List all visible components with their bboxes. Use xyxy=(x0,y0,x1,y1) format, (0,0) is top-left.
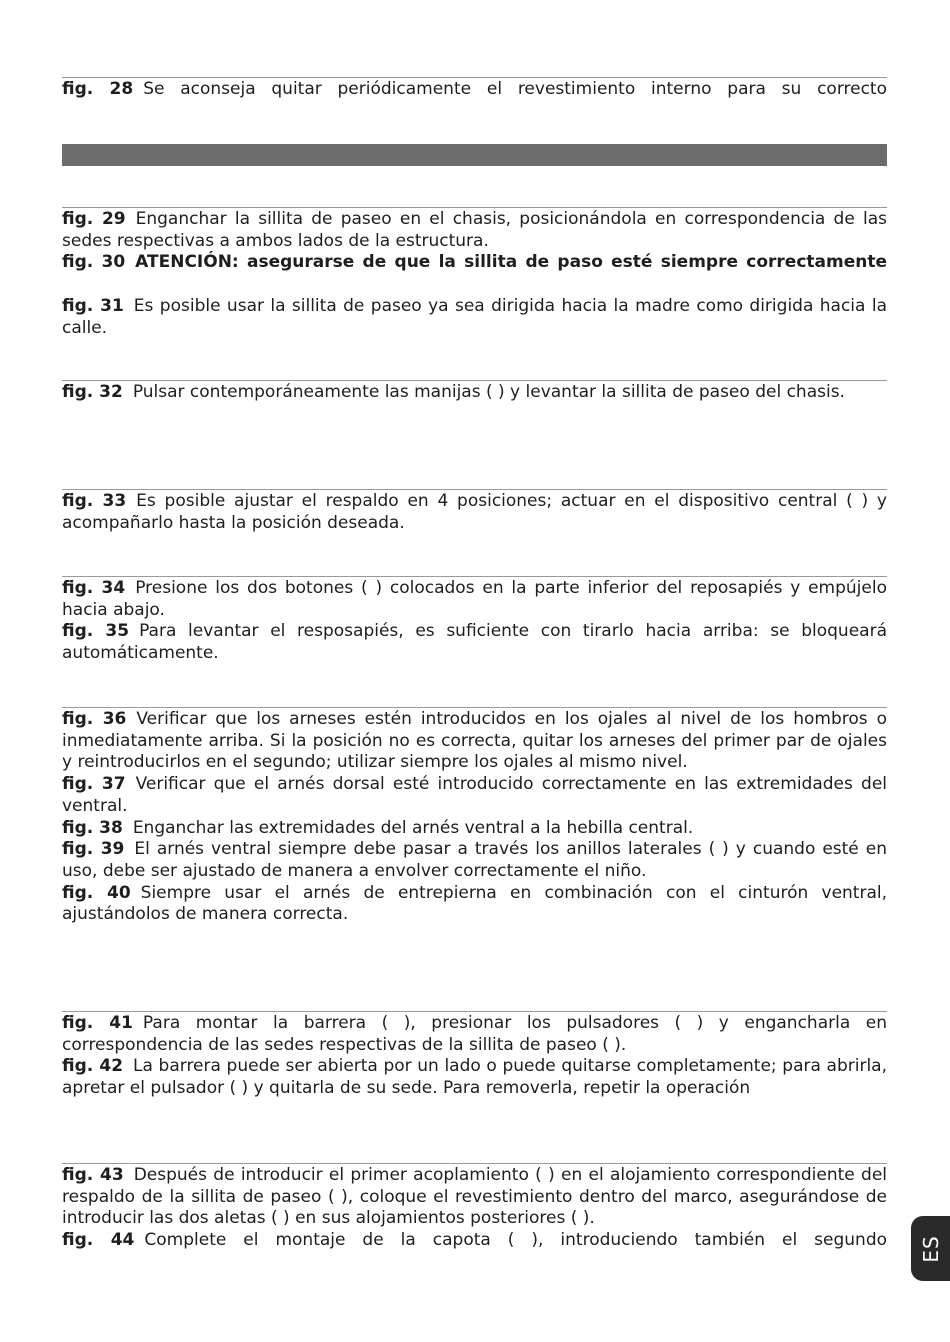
instruction-text: Verificar que el arnés dorsal esté introducido correctamente en las extremidades del ventral. xyxy=(62,774,887,816)
instruction-text: Enganchar la sillita de paseo en el chasis, posicionándola en correspondencia de las sedes respectivas a ambos lados de la estructura. xyxy=(62,209,888,251)
instruction-paragraph xyxy=(62,296,887,339)
figure-ref: fig. 38 xyxy=(62,817,123,838)
warning-paragraph xyxy=(62,252,887,274)
figure-ref: fig. 43 xyxy=(62,1165,124,1185)
instruction-text: Verificar que los arneses estén introducidos en los ojales al nivel de los hombros o inmediatamente arriba. Si la posición no es correcta, quitar los arneses del primer par de ojales y reintroducirlos en el segundo; utilizar siempre los ojales al mismo nivel. xyxy=(62,709,887,773)
warning-text: ATENCIÓN: asegurarse de que la sillita de paso esté siempre correctamente xyxy=(135,252,887,273)
figure-ref: fig. 44 xyxy=(62,1230,135,1251)
instruction-paragraph xyxy=(62,1165,887,1230)
figure-ref: fig. 34 xyxy=(62,578,126,598)
figure-ref: fig. 33 xyxy=(62,491,127,511)
section-divider xyxy=(62,489,887,490)
language-tab xyxy=(911,1216,950,1281)
section-divider xyxy=(62,380,887,381)
section-divider xyxy=(62,707,887,708)
instruction-text: Presione los dos botones ( ) colocados en la parte inferior del reposapiés y empújelo hacia abajo. xyxy=(62,578,887,620)
instruction-paragraph xyxy=(62,209,887,252)
section-divider xyxy=(62,1163,887,1164)
figure-ref: fig. 37 xyxy=(62,774,126,795)
instruction-paragraph xyxy=(62,774,887,817)
instruction-paragraph xyxy=(62,491,887,534)
top-divider xyxy=(62,77,887,78)
instruction-text: Enganchar las extremidades del arnés ventral a la hebilla central. xyxy=(132,817,694,838)
instruction-paragraph xyxy=(62,839,887,882)
instruction-text: Se aconseja quitar periódicamente el revestimiento interno para su correcto xyxy=(143,79,888,99)
section-block xyxy=(62,578,887,665)
figure-ref: fig. 41 xyxy=(62,1013,133,1033)
language-tab-label: ES xyxy=(918,1234,943,1263)
figure-ref: fig. 29 xyxy=(62,209,126,229)
section-block xyxy=(62,209,887,339)
instruction-paragraph xyxy=(62,883,887,926)
section-block xyxy=(62,709,887,926)
section-divider xyxy=(62,207,887,208)
instruction-paragraph xyxy=(62,1056,887,1099)
section-block xyxy=(62,382,887,404)
instruction-text: La barrera puede ser abierta por un lado o puede quitarse completamente; para abrirla, apretar el pulsador ( ) y quitarla de su sede. Para removerla, repetir la operación xyxy=(62,1056,887,1099)
instruction-text: Es posible usar la sillita de paseo ya sea dirigida hacia la madre como dirigida hacia la calle. xyxy=(62,295,887,338)
instruction-paragraph xyxy=(62,578,887,621)
figure-ref: fig. 35 xyxy=(62,621,130,642)
section-block xyxy=(62,1013,887,1100)
figure-ref: fig. 30 xyxy=(62,252,126,273)
section-block xyxy=(62,1165,887,1252)
section-divider xyxy=(62,1011,887,1012)
figure-ref: fig. 36 xyxy=(62,709,127,729)
instruction-paragraph xyxy=(62,1013,887,1056)
instruction-paragraph xyxy=(62,621,887,664)
figure-ref: fig. 42 xyxy=(62,1056,124,1077)
instruction-text: Después de introducir el primer acoplamiento ( ) en el alojamiento correspondiente del respaldo de la sillita de paseo ( ), coloque el revestimiento dentro del marco, asegurándose de introducir las dos aletas ( ) en sus alojamientos posteriores ( ). xyxy=(62,1165,888,1229)
instruction-text: Para levantar el resposapiés, es suficiente con tirarlo hacia arriba: se bloqueará automáticamente. xyxy=(62,621,887,664)
section-block xyxy=(62,491,887,534)
section-divider xyxy=(62,576,887,577)
figure-ref: fig. 32 xyxy=(62,382,123,402)
figure-ref: fig. 28 xyxy=(62,79,134,99)
instruction-text: Complete el montaje de la capota ( ), introduciendo también el segundo xyxy=(144,1230,888,1251)
instruction-paragraph xyxy=(62,818,887,840)
instruction-paragraph xyxy=(62,1230,887,1252)
instruction-paragraph xyxy=(62,709,887,774)
section-block xyxy=(62,79,887,101)
section-header-band xyxy=(62,144,887,166)
instruction-text: Pulsar contemporáneamente las manijas ( ) y levantar la sillita de paseo del chasis. xyxy=(132,382,845,402)
instruction-paragraph xyxy=(62,79,887,101)
figure-ref: fig. 40 xyxy=(62,882,131,903)
figure-ref: fig. 39 xyxy=(62,839,125,860)
instruction-text: Para montar la barrera ( ), presionar los pulsadores ( ) y engancharla en correspondencia de las sedes respectivas de la sillita de paseo ( ). xyxy=(62,1013,887,1055)
instruction-text: Siempre usar el arnés de entrepierna en combinación con el cinturón ventral, ajustándolos de manera correcta. xyxy=(62,882,887,925)
instruction-text: El arnés ventral siempre debe pasar a través los anillos laterales ( ) y cuando esté en uso, debe ser ajustado de manera a envolver correctamente el niño. xyxy=(62,839,887,881)
figure-ref: fig. 31 xyxy=(62,295,124,316)
instruction-text: Es posible ajustar el respaldo en 4 posiciones; actuar en el dispositivo central ( ) y acompañarlo hasta la posición deseada. xyxy=(62,491,887,533)
instruction-paragraph xyxy=(62,382,887,404)
